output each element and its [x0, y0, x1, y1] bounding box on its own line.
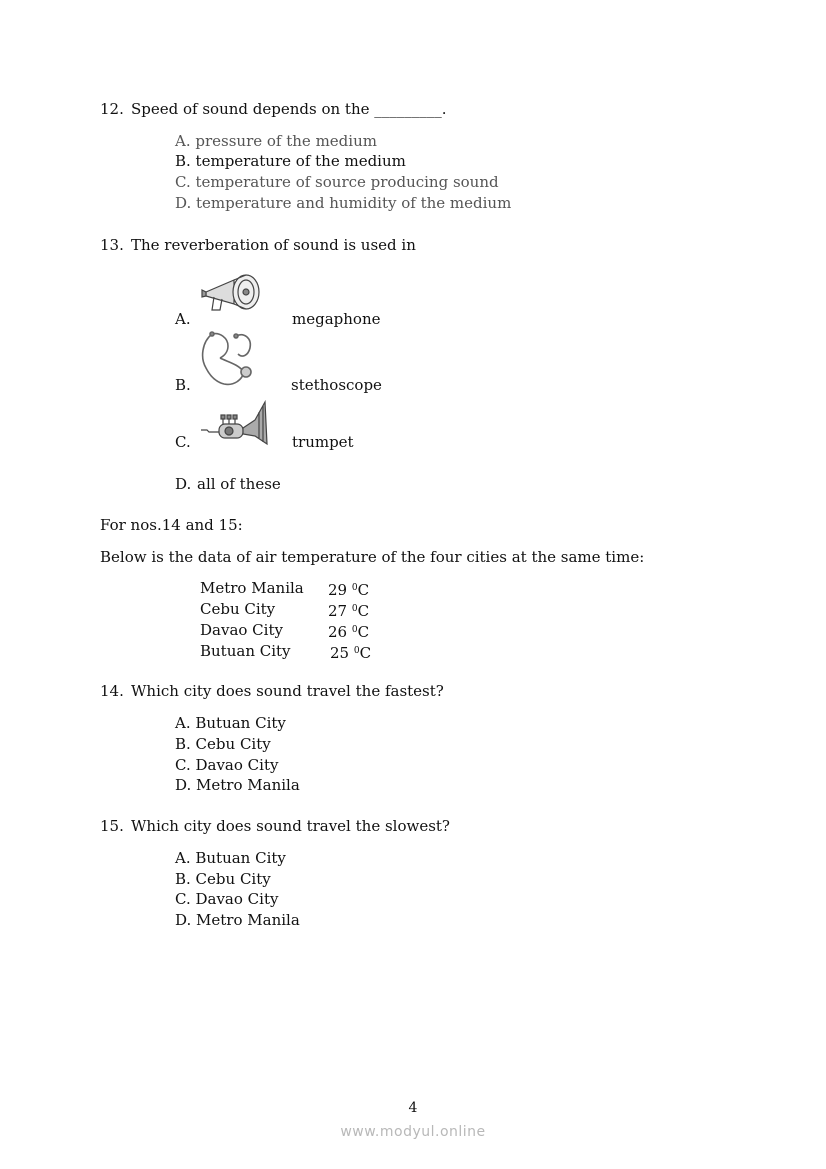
megaphone-icon [200, 270, 264, 316]
q12-choice-b: B. temperature of the medium [175, 152, 406, 170]
q12-question: Speed of sound depends on the _________. [131, 100, 447, 118]
city-name: Cebu City [200, 600, 276, 618]
q13-choice-a-label: megaphone [292, 310, 381, 328]
temperature-row [200, 620, 400, 640]
q15-question: Which city does sound travel the slowest? [131, 817, 450, 835]
temperature-row [200, 641, 400, 661]
q12-choice-a: A. pressure of the medium [175, 132, 377, 150]
q14-number: 14. [100, 682, 124, 700]
stethoscope-icon [198, 328, 258, 390]
for-nos-heading: For nos.14 and 15: [100, 516, 243, 534]
website-watermark: www.modyul.online [340, 1124, 486, 1140]
q13-choice-c-label: trumpet [292, 433, 354, 451]
q15-choice-b: B. Cebu City [175, 870, 271, 888]
temperature-value: 27 $^0$C [328, 602, 370, 620]
city-name: Davao City [200, 621, 283, 639]
q15-choice-d: D. Metro Manila [175, 911, 300, 929]
temperature-row [200, 599, 400, 619]
q15-number: 15. [100, 817, 124, 835]
data-intro-text: Below is the data of air temperature of the four cities at the same time: [100, 548, 645, 566]
q14-choice-d: D. Metro Manila [175, 776, 300, 794]
city-name: Butuan City [200, 642, 291, 660]
q12-choice-d: D. temperature and humidity of the medium [175, 194, 512, 212]
q14-choice-a: A. Butuan City [175, 714, 286, 732]
trumpet-icon [199, 398, 271, 448]
q15-choice-a: A. Butuan City [175, 849, 286, 867]
q13-choice-b-label: stethoscope [291, 376, 382, 394]
temperature-value: 25 $^0$C [330, 644, 372, 662]
page-number: 4 [408, 1100, 418, 1116]
q13-question: The reverberation of sound is used in [131, 236, 416, 254]
q13-choice-d-letter: D. [175, 475, 192, 493]
q13-choice-b-letter: B. [175, 376, 191, 394]
temperature-row [200, 578, 400, 598]
city-name: Metro Manila [200, 579, 304, 597]
temperature-value: 29 $^0$C [328, 581, 370, 599]
q14-choice-b: B. Cebu City [175, 735, 271, 753]
q13-choice-c-letter: C. [175, 433, 191, 451]
q13-choice-a-letter: A. [175, 310, 191, 328]
q13-number: 13. [100, 236, 124, 254]
q14-question: Which city does sound travel the fastest? [131, 682, 444, 700]
q12-number: 12. [100, 100, 124, 118]
temperature-value: 26 $^0$C [328, 623, 370, 641]
q13-choice-d-label: all of these [197, 475, 281, 493]
q15-choice-c: C. Davao City [175, 890, 279, 908]
q14-choice-c: C. Davao City [175, 756, 279, 774]
q12-choice-c: C. temperature of source producing sound [175, 173, 499, 191]
